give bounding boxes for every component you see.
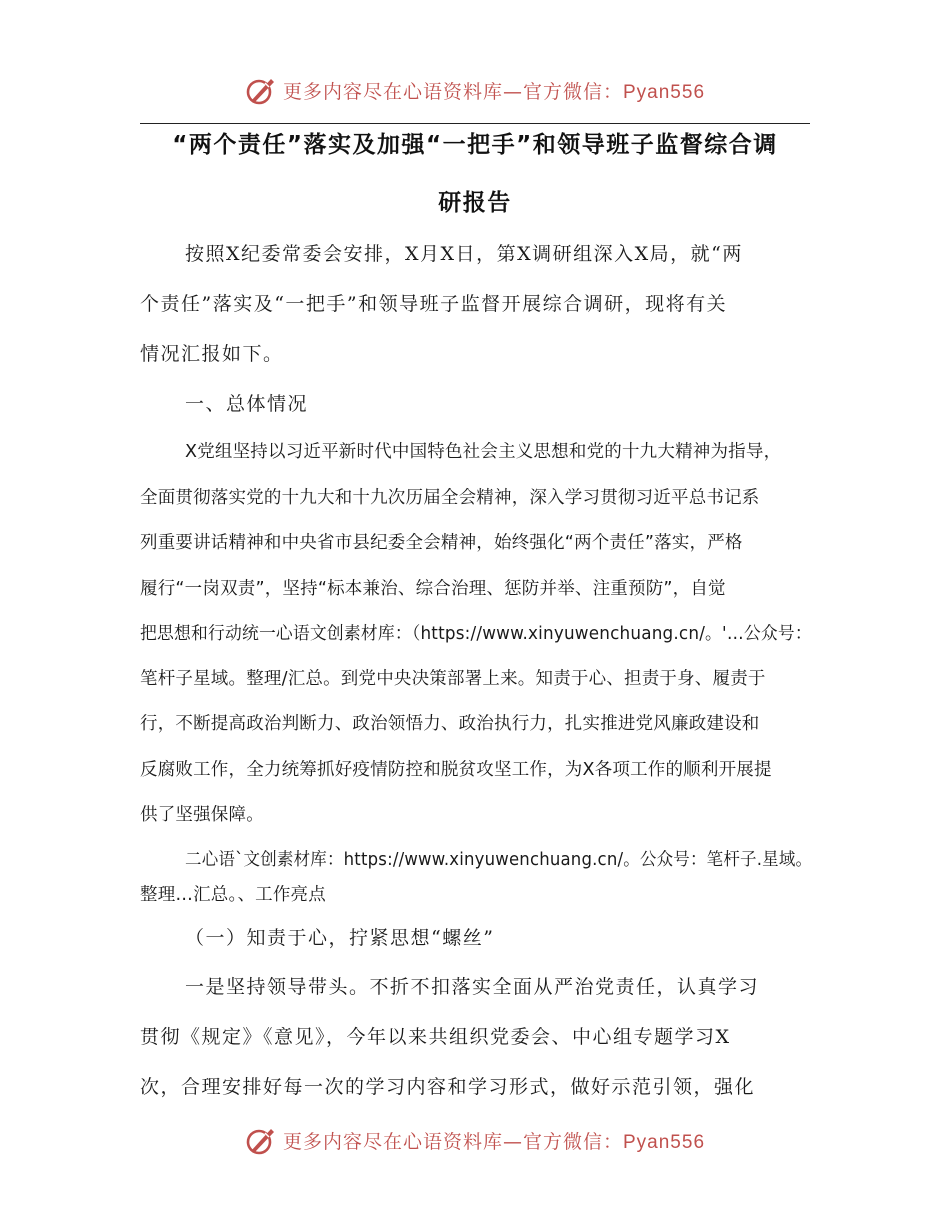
- watermark-official: 官方微信：: [522, 80, 623, 103]
- para3-line: 一是坚持领导带头。不折不扣落实全面从严治党责任，认真学习: [185, 976, 760, 998]
- watermark-dash: —: [502, 80, 523, 103]
- para1-line: 笔杆子星域。整理/汇总。到党中央决策部署上来。知责于心、担责于身、履责于: [140, 669, 766, 689]
- watermark-brand: 更多内容尽在心语资料库: [282, 80, 503, 103]
- intro-line: 个责任”落实及“一把手”和领导班子监督开展综合调研，现将有关: [140, 293, 728, 315]
- document-title-line-2: 研报告: [438, 190, 512, 216]
- footer-watermark: [0, 1120, 950, 1160]
- watermark-text: [283, 77, 705, 104]
- document-title-line-1: “两个责任”落实及加强“一把手”和领导班子监督综合调: [172, 132, 778, 158]
- para1-line: 行，不断提高政治判断力、政治领悟力、政治执行力，扎实推进党风廉政建设和: [140, 714, 760, 734]
- para1-line: 全面贯彻落实党的十九大和十九次历届全会精神，深入学习贯彻习近平总书记系: [140, 488, 760, 508]
- watermark-text: [283, 1127, 705, 1154]
- para1-line: 供了坚强保障。: [140, 805, 264, 825]
- section-heading-1: 一、总体情况: [185, 393, 309, 415]
- para2-line: 整理…汇总。、工作亮点: [140, 885, 326, 905]
- para2-line: 二心语`文创素材库：https://www.xinyuwenchuang.cn/。公众号：笔杆子.星域。: [185, 850, 813, 870]
- watermark-handle: Pyan556: [623, 81, 706, 103]
- para1-line: 把思想和行动统一心语文创素材库：（https://www.xinyuwenchuang.cn/。'…公众号：: [140, 624, 812, 644]
- intro-line: 情况汇报如下。: [140, 343, 284, 365]
- quill-logo-icon: [245, 1124, 277, 1156]
- intro-line: 按照X纪委常委会安排，X月X日，第X调研组深入X局，就“两: [185, 243, 743, 265]
- watermark-dash: —: [502, 1130, 523, 1153]
- watermark-official: 官方微信：: [522, 1130, 623, 1153]
- quill-logo-icon: [245, 74, 277, 106]
- para1-line: 反腐败工作，全力统筹抓好疫情防控和脱贫攻坚工作，为X各项工作的顺利开展提: [140, 760, 772, 780]
- para1-line: 列重要讲话精神和中央省市县纪委全会精神，始终强化“两个责任”落实，严格: [140, 533, 743, 553]
- subheading-1: （一）知责于心，拧紧思想“螺丝”: [185, 927, 495, 949]
- para1-line: 履行“一岗双责”，坚持“标本兼治、综合治理、惩防并举、注重预防”，自觉: [140, 579, 726, 599]
- watermark-brand: 更多内容尽在心语资料库: [282, 1130, 503, 1153]
- header-rule: [140, 123, 810, 124]
- para3-line: 次，合理安排好每一次的学习内容和学习形式，做好示范引领，强化: [140, 1076, 756, 1098]
- para1-line: X党组坚持以习近平新时代中国特色社会主义思想和党的十九大精神为指导，: [185, 442, 782, 462]
- watermark-handle: Pyan556: [623, 1131, 706, 1153]
- para3-line: 贯彻《规定》《意见》，今年以来共组织党委会、中心组专题学习X: [140, 1026, 731, 1048]
- header-watermark: [0, 70, 950, 110]
